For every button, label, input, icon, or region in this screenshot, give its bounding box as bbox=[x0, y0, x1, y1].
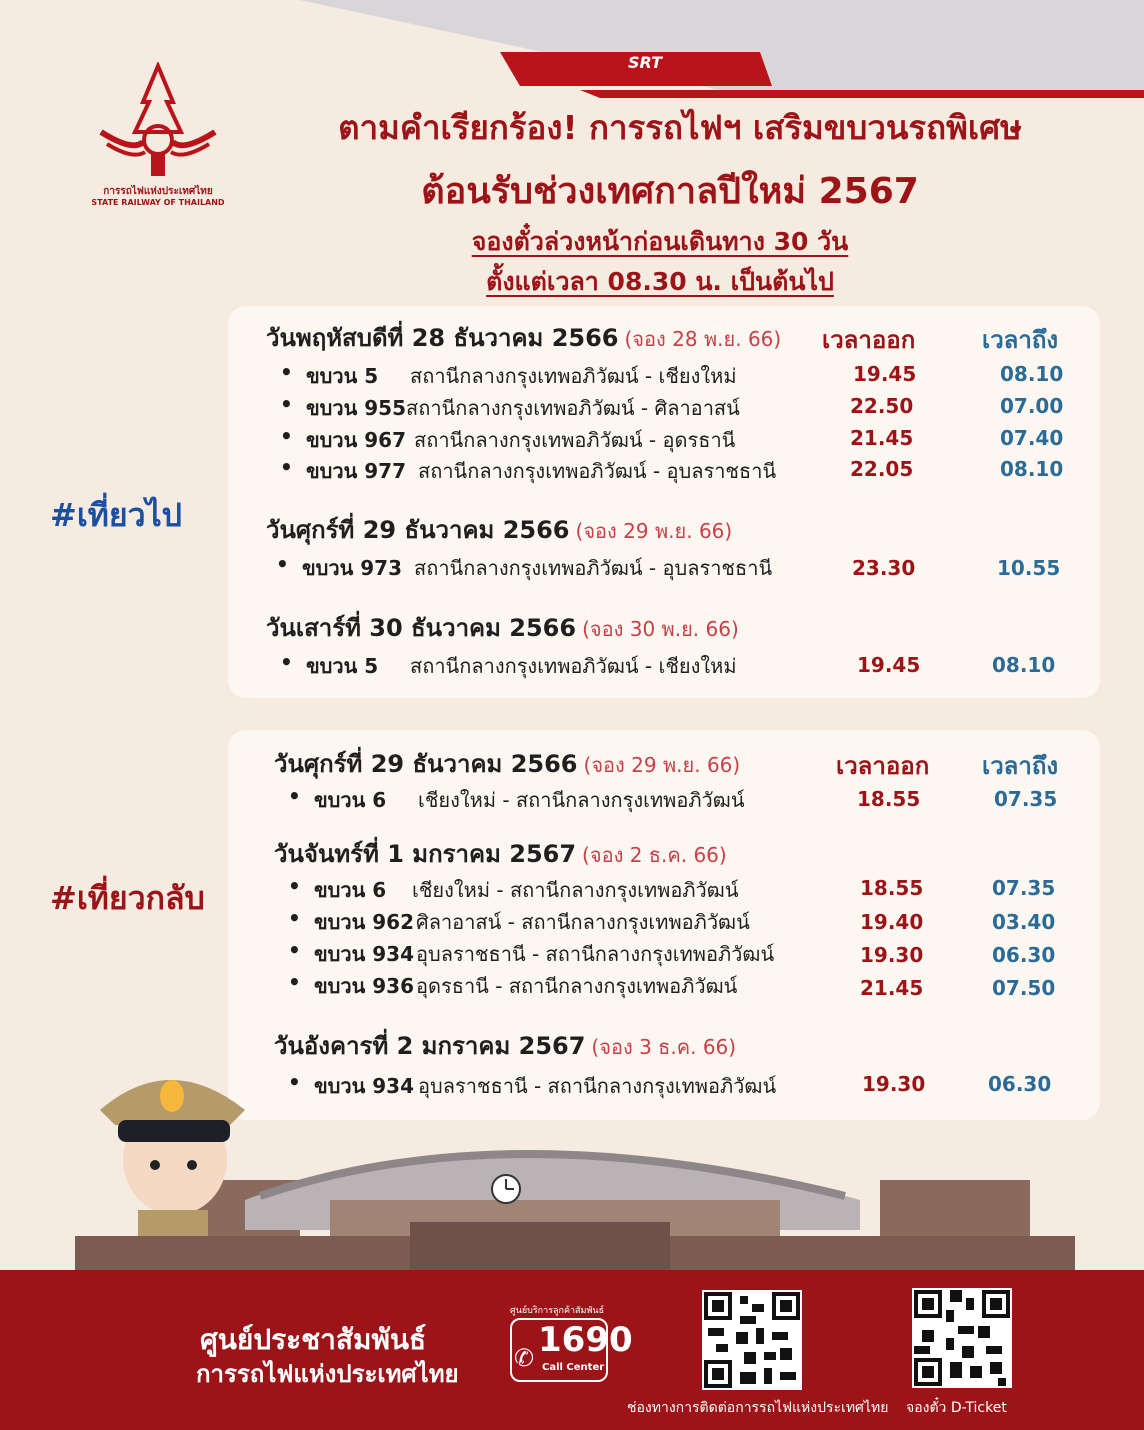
day-date: วันศุกร์ที่ 29 ธันวาคม 2566 bbox=[266, 516, 570, 544]
bullet-icon: • bbox=[288, 874, 301, 898]
bullet-icon: • bbox=[280, 650, 293, 674]
phone-icon: ✆ bbox=[514, 1344, 535, 1372]
booking-date: (จอง 28 พ.ย. 66) bbox=[624, 327, 782, 351]
depart-header: เวลาออก bbox=[822, 326, 916, 354]
depart-time: 18.55 bbox=[860, 876, 924, 900]
booking-date: (จอง 3 ธ.ค. 66) bbox=[591, 1035, 737, 1059]
bullet-icon: • bbox=[288, 938, 301, 962]
train-route: เชียงใหม่ - สถานีกลางกรุงเทพอภิวัฒน์ bbox=[412, 878, 739, 902]
qr-dticket-caption: จองตั๋ว D-Ticket bbox=[906, 1400, 1007, 1416]
bullet-icon: • bbox=[288, 970, 301, 994]
train-route: สถานีกลางกรุงเทพอภิวัฒน์ - ศิลาอาสน์ bbox=[406, 396, 740, 420]
train-number: ขบวน 967 bbox=[306, 428, 406, 452]
train-number: ขบวน 5 bbox=[306, 654, 379, 678]
brand-name-en: STATE RAILWAY OF THAILAND bbox=[91, 198, 225, 207]
call-center-caption: ศูนย์บริการลูกค้าสัมพันธ์ bbox=[510, 1306, 605, 1316]
headline-line2: ต้อนรับช่วงเทศกาลปีใหม่ 2567 bbox=[421, 171, 919, 212]
depart-time: 18.55 bbox=[857, 787, 921, 811]
depart-time: 19.45 bbox=[857, 653, 921, 677]
train-number: ขบวน 6 bbox=[314, 878, 387, 902]
bullet-icon: • bbox=[288, 1070, 301, 1094]
arrive-time: 07.50 bbox=[992, 976, 1056, 1000]
depart-time: 19.45 bbox=[853, 362, 917, 386]
arrive-time: 08.10 bbox=[992, 653, 1056, 677]
arrive-time: 07.00 bbox=[1000, 394, 1064, 418]
train-number: ขบวน 962 bbox=[314, 910, 414, 934]
day-date: วันเสาร์ที่ 30 ธันวาคม 2566 bbox=[266, 614, 577, 642]
arrive-time: 08.10 bbox=[1000, 457, 1064, 481]
bullet-icon: • bbox=[276, 552, 289, 576]
headline-line1: ตามคำเรียกร้อง! การรถไฟฯ เสริมขบวนรถพิเศษ bbox=[338, 108, 1022, 147]
booking-date: (จอง 2 ธ.ค. 66) bbox=[582, 843, 727, 867]
train-number: ขบวน 973 bbox=[302, 556, 402, 580]
train-route: อุบลราชธานี - สถานีกลางกรุงเทพอภิวัฒน์ bbox=[416, 942, 775, 966]
arrive-time: 07.35 bbox=[994, 787, 1058, 811]
depart-time: 19.30 bbox=[862, 1072, 926, 1096]
subheadline-booking: จองตั๋วล่วงหน้าก่อนเดินทาง 30 วัน bbox=[471, 227, 849, 256]
train-route: อุบลราชธานี - สถานีกลางกรุงเทพอภิวัฒน์ bbox=[418, 1074, 777, 1098]
train-number: ขบวน 934 bbox=[314, 1074, 414, 1098]
depart-time: 19.40 bbox=[860, 910, 924, 934]
arrive-time: 07.35 bbox=[992, 876, 1056, 900]
day-date: วันศุกร์ที่ 29 ธันวาคม 2566 bbox=[274, 750, 578, 778]
bullet-icon: • bbox=[280, 424, 293, 448]
day-date: วันอังคารที่ 2 มกราคม 2567 bbox=[274, 1032, 586, 1060]
arrive-time: 03.40 bbox=[992, 910, 1056, 934]
qr-code-icon bbox=[704, 1292, 800, 1388]
inbound-label: #เที่ยวกลับ bbox=[50, 879, 205, 917]
depart-time: 21.45 bbox=[860, 976, 924, 1000]
train-number: ขบวน 977 bbox=[306, 459, 406, 483]
train-number: ขบวน 934 bbox=[314, 942, 414, 966]
bullet-icon: • bbox=[280, 455, 293, 479]
booking-date: (จอง 30 พ.ย. 66) bbox=[582, 617, 739, 641]
depart-time: 19.30 bbox=[860, 943, 924, 967]
arrive-time: 10.55 bbox=[997, 556, 1061, 580]
depart-time: 22.05 bbox=[850, 457, 914, 481]
outbound-label: #เที่ยวไป bbox=[50, 496, 182, 534]
qr-code-dticket[interactable] bbox=[912, 1288, 1012, 1388]
pr-center-title: ศูนย์ประชาสัมพันธ์ bbox=[200, 1323, 427, 1356]
depart-header: เวลาออก bbox=[836, 752, 930, 780]
qr-contact-caption: ช่องทางการติดต่อการรถไฟแห่งประเทศไทย bbox=[627, 1400, 889, 1416]
bullet-icon: • bbox=[288, 906, 301, 930]
srt-tag: SRT bbox=[628, 53, 663, 72]
arrive-time: 08.10 bbox=[1000, 362, 1064, 386]
train-number: ขบวน 6 bbox=[314, 788, 387, 812]
train-route: ศิลาอาสน์ - สถานีกลางกรุงเทพอภิวัฒน์ bbox=[416, 910, 750, 934]
arrive-time: 06.30 bbox=[992, 943, 1056, 967]
train-route: สถานีกลางกรุงเทพอภิวัฒน์ - อุบลราชธานี bbox=[414, 556, 773, 580]
train-route: สถานีกลางกรุงเทพอภิวัฒน์ - เชียงใหม่ bbox=[410, 364, 737, 388]
train-number: ขบวน 5 bbox=[306, 364, 379, 388]
arrive-header: เวลาถึง bbox=[982, 326, 1059, 354]
depart-time: 22.50 bbox=[850, 394, 914, 418]
call-center-label: Call Center bbox=[542, 1362, 605, 1373]
booking-date: (จอง 29 พ.ย. 66) bbox=[575, 519, 733, 543]
day-date: วันพฤหัสบดีที่ 28 ธันวาคม 2566 bbox=[266, 324, 619, 352]
qr-code-contact[interactable] bbox=[702, 1290, 802, 1390]
bullet-icon: • bbox=[280, 360, 293, 384]
train-route: อุดรธานี - สถานีกลางกรุงเทพอภิวัฒน์ bbox=[416, 974, 738, 998]
train-route: สถานีกลางกรุงเทพอภิวัฒน์ - อุดรธานี bbox=[414, 428, 736, 452]
train-route: เชียงใหม่ - สถานีกลางกรุงเทพอภิวัฒน์ bbox=[418, 788, 745, 812]
train-route: สถานีกลางกรุงเทพอภิวัฒน์ - เชียงใหม่ bbox=[410, 654, 737, 678]
arrive-time: 07.40 bbox=[1000, 426, 1064, 450]
day-date: วันจันทร์ที่ 1 มกราคม 2567 bbox=[274, 840, 577, 868]
booking-date: (จอง 29 พ.ย. 66) bbox=[583, 753, 741, 777]
train-number: ขบวน 955 bbox=[306, 396, 406, 420]
qr-code-icon bbox=[914, 1290, 1010, 1386]
train-number: ขบวน 936 bbox=[314, 974, 414, 998]
arrive-header: เวลาถึง bbox=[982, 752, 1059, 780]
subheadline-time: ตั้งแต่เวลา 08.30 น. เป็นต้นไป bbox=[486, 267, 834, 296]
pr-center-org: การรถไฟแห่งประเทศไทย bbox=[196, 1360, 459, 1388]
call-center-number[interactable]: 1690 bbox=[538, 1320, 633, 1360]
bullet-icon: • bbox=[288, 784, 301, 808]
depart-time: 23.30 bbox=[852, 556, 916, 580]
arrive-time: 06.30 bbox=[988, 1072, 1052, 1096]
depart-time: 21.45 bbox=[850, 426, 914, 450]
brand-name-th: การรถไฟแห่งประเทศไทย bbox=[103, 186, 213, 197]
train-route: สถานีกลางกรุงเทพอภิวัฒน์ - อุบลราชธานี bbox=[418, 459, 777, 483]
bullet-icon: • bbox=[280, 392, 293, 416]
